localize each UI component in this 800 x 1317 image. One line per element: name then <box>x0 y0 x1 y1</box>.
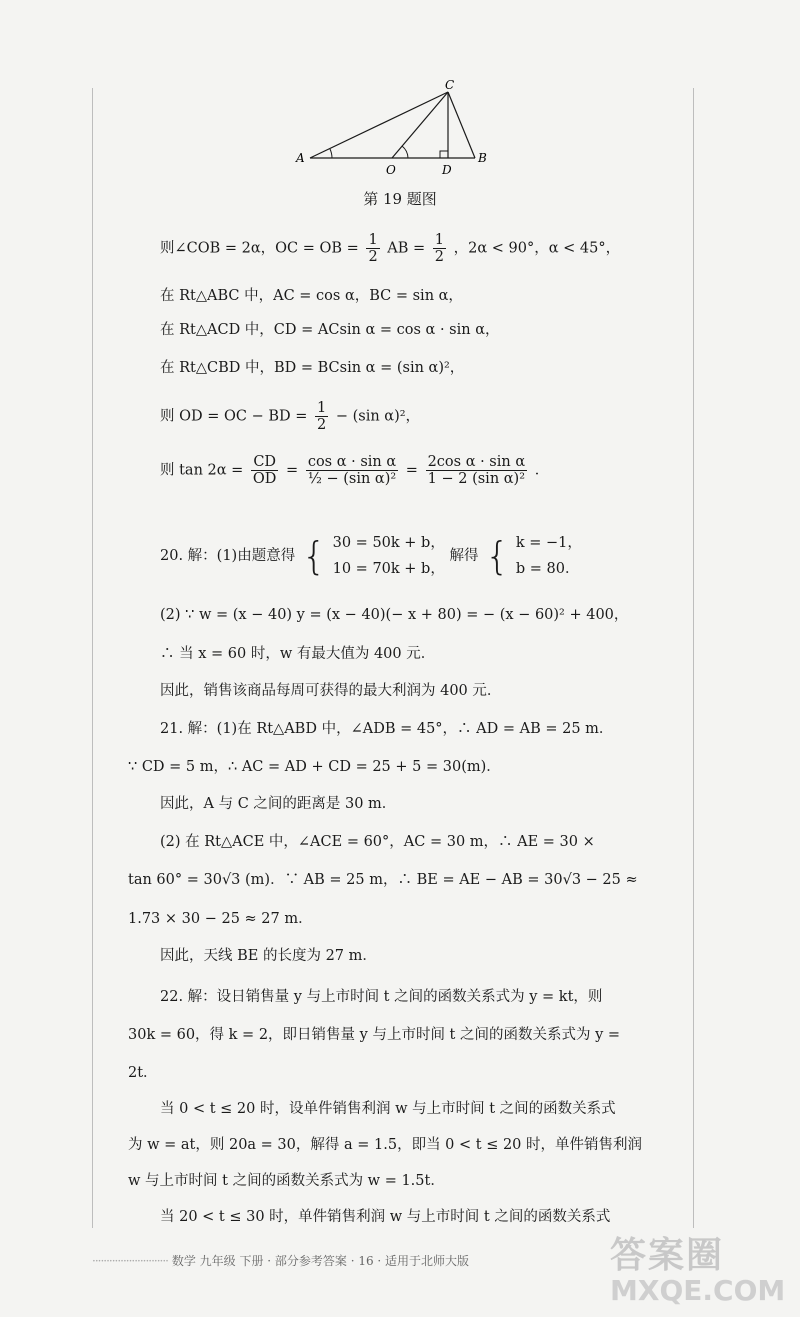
fraction-tan-mid: $\frac{\text{cos α · sin α}}{\text{½ − (sin α)²}}$ <box>307 454 397 487</box>
page-footer <box>92 1252 592 1269</box>
q20-line-3: ∴ 当 x = 60 时，w 有最大值为 400 元． <box>160 646 436 662</box>
brace: { <box>485 534 510 578</box>
q22-line-6: w 与上市时间 t 之间的函数关系式为 w = 1.5t． <box>128 1173 445 1189</box>
line-3: 在 Rt△ACD 中，CD = ACsin α = cos α · sin α， <box>160 322 500 338</box>
fraction-half: $\frac{1}{2}$ <box>434 232 445 265</box>
q21-line-1: 21. 解：(1)在 Rt△ABD 中，∠ADB = 45°，∴ AD = AB = 25 m． <box>160 721 614 737</box>
label-b: B <box>478 151 487 165</box>
q20-system: 20. 解：(1)由题意得 { 30 = 50k + b， 10 = 70k + b， 解得 { k = −1， b = 80． <box>160 534 582 578</box>
label-a: A <box>296 151 305 165</box>
line-5: 则 OD = OC − BD = $\frac{1}{2}$ − (sin α)²， <box>160 400 421 433</box>
right-angle-mark <box>440 151 448 158</box>
figure-caption: 第 19 题图 <box>363 190 437 208</box>
q21-line-4: (2) 在 Rt△ACE 中，∠ACE = 60°，AC = 30 m，∴ AE = 30 × <box>160 834 595 850</box>
label-o: O <box>386 163 396 177</box>
q22-line-3: 2t． <box>128 1065 158 1081</box>
q22-line-7: 当 20 < t ≤ 30 时，单件销售利润 w 与上市时间 t 之间的函数关系式 <box>160 1209 611 1225</box>
triangle-figure <box>290 80 500 180</box>
footer-text: 数学 九年级 下册 · 部分参考答案 · 16 · 适用于北师大版 <box>171 1254 470 1268</box>
line-1: 则∠COB = 2α，OC = OB = $\frac{1}{2}$ AB = $\frac{1}{2}$ ，2α < 90°，α < 45°， <box>160 232 621 265</box>
q21-line-6: 1.73 × 30 − 25 ≈ 27 m． <box>128 911 313 927</box>
q20-line-4: 因此，销售该商品每周可获得的最大利润为 400 元． <box>160 683 502 699</box>
fraction-half: $\frac{1}{2}$ <box>317 400 327 433</box>
label-d: D <box>442 163 452 177</box>
segment-co <box>392 92 448 158</box>
fraction-cd-od: $\frac{CD}{OD}$ <box>252 454 277 487</box>
brace: { <box>301 534 327 578</box>
left-margin-rule <box>92 88 93 1228</box>
q20-line-2: (2) ∵ w = (x − 40) y = (x − 40)(− x + 80) = − (x − 60)² + 400， <box>160 607 629 623</box>
q21-line-7: 因此，天线 BE 的长度为 27 m． <box>160 948 377 964</box>
watermark-logo <box>610 1235 786 1307</box>
angle-arc-a <box>330 149 332 158</box>
angle-arc-o <box>402 146 408 158</box>
line-4: 在 Rt△CBD 中，BD = BCsin α = (sin α)²， <box>160 360 465 376</box>
watermark-bottom: MXQE.COM <box>610 1274 786 1307</box>
segment-ac <box>310 92 448 158</box>
q22-line-5: 为 w = at，则 20a = 30，解得 a = 1.5，即当 0 < t ≤ 20 时，单件销售利润 <box>128 1137 643 1153</box>
q22-line-2: 30k = 60，得 k = 2，即日销售量 y 与上市时间 t 之间的函数关系式为 y = <box>128 1027 621 1043</box>
fraction-tan-final: $\frac{\text{2cos α · sin α}}{\text{1 − 2 (sin α)²}}$ <box>427 454 526 487</box>
fraction-half: $\frac{1}{2}$ <box>368 232 378 265</box>
label-c: C <box>445 80 455 92</box>
q21-line-3: 因此，A 与 C 之间的距离是 30 m． <box>160 796 397 812</box>
line-6: 则 tan 2α = $\frac{CD}{OD}$ = $\frac{\text{cos α · sin α}}{\text{½ − (sin α)²}}$ = $\frac{\text{2cos α · sin α}}{\text{1 − 2 (sin α)²}}$ ． <box>160 454 550 487</box>
q22-line-4: 当 0 < t ≤ 20 时，设单件销售利润 w 与上市时间 t 之间的函数关系式 <box>160 1101 616 1117</box>
line-2: 在 Rt△ABC 中，AC = cos α，BC = sin α， <box>160 288 463 304</box>
q22-line-1: 22. 解：设日销售量 y 与上市时间 t 之间的函数关系式为 y = kt，则 <box>160 989 603 1005</box>
segment-cb <box>448 92 475 158</box>
q21-line-5: tan 60° = 30√3 (m)．∵ AB = 25 m，∴ BE = AE − AB = 30√3 − 25 ≈ <box>128 872 638 888</box>
right-margin-rule <box>693 88 694 1228</box>
footer-leader: ··························· <box>92 1254 168 1268</box>
q21-line-2: ∵ CD = 5 m，∴ AC = AD + CD = 25 + 5 = 30(m)． <box>128 759 501 775</box>
watermark-top: 答案圈 <box>610 1235 725 1276</box>
